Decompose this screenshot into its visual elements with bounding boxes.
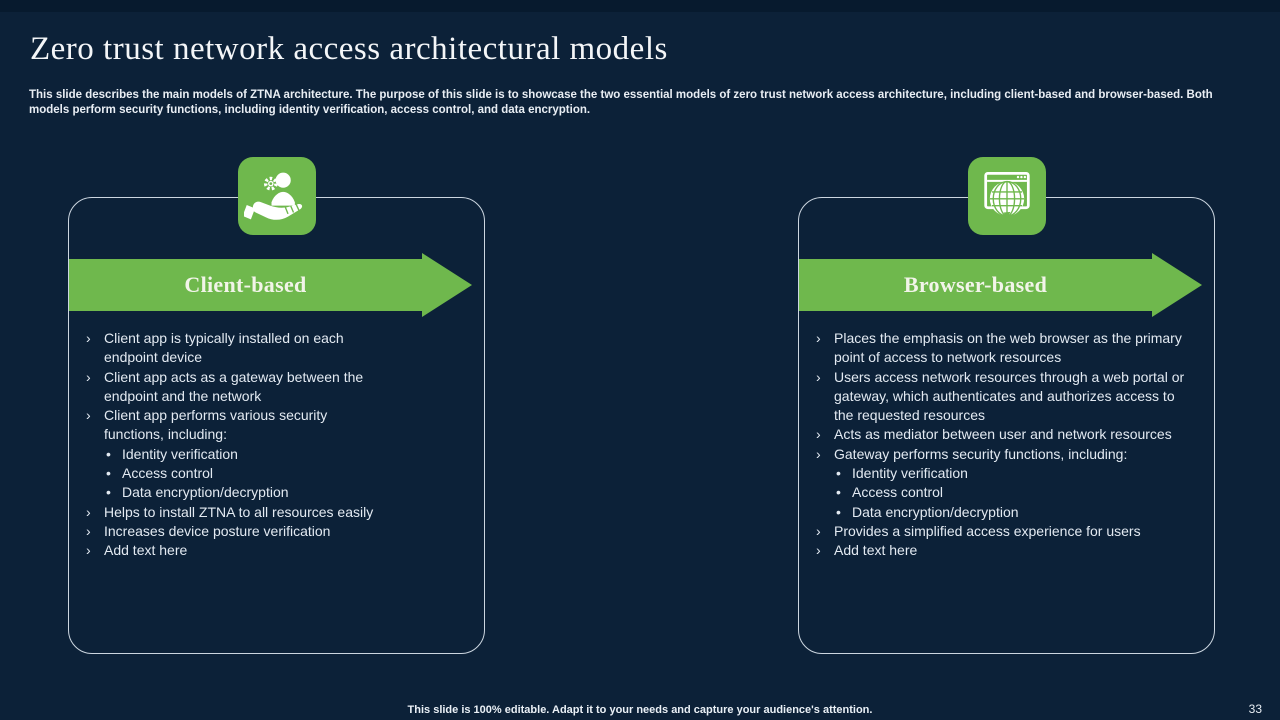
bullet-item [816,522,1202,541]
bullet-text: Client app is typically installed on each endpoint device [104,330,344,366]
chevron-bullet-icon: › [816,426,821,443]
page-number: 33 [1248,702,1262,716]
bullet-list-client-based [86,329,472,561]
page-title: Zero trust network access architectural models [30,31,668,67]
dot-bullet-icon: • [836,503,841,520]
slide-description: This slide describes the main models of ZTNA architecture. The purpose of this slide is to showcase the two essential models of zero trust network access architecture, including client-based and browser-based. Both models perform security functions, including identity verification, access control, and data encryption. [29,89,1213,116]
top-strip [0,0,1280,12]
dot-bullet-icon: • [836,465,841,482]
bullet-text: Gateway performs security functions, including: [834,445,1128,462]
sub-bullet-item [816,464,1202,483]
chevron-bullet-icon: › [816,445,821,462]
banner-label: Browser-based [903,272,1048,297]
bullet-text: Access control [122,465,214,482]
chevron-bullet-icon: › [816,522,821,539]
bullet-item [86,406,472,445]
bullet-text: Access control [852,484,944,501]
bullet-item [86,368,472,407]
bullet-text: Data encryption/decryption [122,484,289,501]
card-client-based [68,197,485,654]
hand-holding-user-gear-icon [238,157,316,235]
dot-bullet-icon: • [106,484,111,501]
bullet-text: Helps to install ZTNA to all resources easily [104,503,374,520]
banner-client-based [69,259,422,311]
bullet-text: Places the emphasis on the web browser as the primary point of access to network resources [834,330,1182,366]
bullet-text: Add text here [104,542,188,559]
bullet-item [816,329,1202,368]
bullet-text: Identity verification [852,465,968,482]
bullet-item [816,368,1202,426]
browser-globe-icon [968,157,1046,235]
bullet-text: Client app performs various security functions, including: [104,407,328,443]
bullet-text: Increases device posture verification [104,522,331,539]
bullet-item [816,445,1202,464]
bullet-text: Add text here [834,542,918,559]
footer-note: This slide is 100% editable. Adapt it to your needs and capture your audience's attention. [407,704,873,716]
chevron-bullet-icon: › [816,542,821,559]
chevron-bullet-icon: › [816,368,821,385]
sub-bullet-item [816,503,1202,522]
sub-bullet-item [86,445,472,464]
sub-bullet-item [816,483,1202,502]
bullet-text: Provides a simplified access experience for users [834,522,1141,539]
chevron-bullet-icon: › [86,522,91,539]
chevron-bullet-icon: › [816,330,821,346]
dot-bullet-icon: • [836,484,841,501]
chevron-bullet-icon: › [86,407,91,424]
bullet-text: Acts as mediator between user and network resources [834,426,1172,443]
bullet-text: Users access network resources through a web portal or gateway, which authenticates and authorizes access to the requested resources [834,368,1185,424]
chevron-bullet-icon: › [86,330,91,346]
chevron-bullet-icon: › [86,542,91,559]
bullet-item [816,425,1202,444]
dot-bullet-icon: • [106,445,111,462]
bullet-item [86,503,472,522]
bullet-list-browser-based [816,329,1202,561]
sub-bullet-item [86,464,472,483]
bullet-item [86,541,472,560]
bullet-text: Identity verification [122,445,238,462]
bullet-item [86,329,472,368]
banner-label: Client-based [184,272,307,297]
sub-bullet-item [86,483,472,502]
bullet-text: Client app acts as a gateway between the endpoint and the network [104,368,364,404]
chevron-bullet-icon: › [86,368,91,385]
card-browser-based [798,197,1215,654]
chevron-bullet-icon: › [86,503,91,520]
bullet-text: Data encryption/decryption [852,503,1019,520]
banner-browser-based [799,259,1152,311]
dot-bullet-icon: • [106,465,111,482]
bullet-item [86,522,472,541]
bullet-item [816,541,1202,560]
